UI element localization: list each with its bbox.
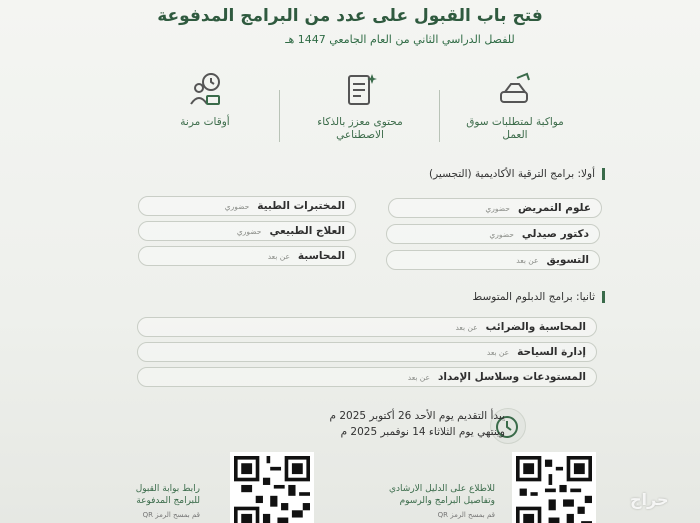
feature-ai-label: محتوى معزز بالذكاء الاصطناعي [317, 116, 403, 142]
guide-qr-caption: للاطلاع على الدليل الارشادي وتفاصيل البرامج والرسوم [388, 484, 495, 506]
start-date: يبدأ التقديم يوم الأحد 26 أكتوبر 2025 م [329, 410, 505, 422]
features-row [150, 70, 570, 160]
guide-qr-note: قم بمسح الرمز QR [437, 511, 495, 519]
program-pharmd: دكتور صيدلي حضوري [386, 224, 600, 244]
program-nursing: علوم التمريض حضوري [388, 198, 602, 218]
program-accounting: المحاسبة عن بعد [138, 246, 356, 266]
section1-heading: أولا: برامج الترقية الأكاديمية (التجسير) [429, 168, 605, 180]
diploma-accounting-tax: المحاسبة والضرائب عن بعد [137, 317, 597, 337]
ai-content-icon [340, 70, 380, 110]
diploma-supply-chain: المستودعات وسلاسل الإمداد عن بعد [137, 367, 597, 387]
watermark-logo: حراج [630, 490, 669, 509]
section2-heading: ثانيا: برامج الدبلوم المتوسط [473, 291, 606, 303]
diploma-tourism: إدارة السياحة عن بعد [137, 342, 597, 362]
program-physiotherapy: العلاج الطبيعي حضوري [138, 221, 356, 241]
guide-qr-code[interactable] [512, 452, 596, 523]
admission-qr-code[interactable] [230, 452, 314, 523]
feature-ai [305, 70, 415, 160]
admission-qr-note: قم بمسح الرمز QR [142, 511, 200, 519]
flexible-time-icon [185, 70, 225, 110]
qr-code-icon [516, 456, 592, 523]
qr-code-icon [234, 456, 310, 523]
feature-market-label: مواكبة لمتطلبات سوق العمل [466, 116, 564, 142]
admission-qr-caption: رابط بوابة القبول للبرامج المدفوعة [135, 484, 200, 506]
application-dates [329, 408, 505, 440]
program-medical-labs: المختبرات الطبية حضوري [138, 196, 356, 216]
feature-market [460, 70, 570, 160]
feature-time-label: أوقات مرنة [180, 116, 230, 128]
handshake-icon [495, 70, 535, 110]
divider [279, 90, 280, 142]
feature-time [150, 70, 260, 160]
end-date: وينتهي يوم الثلاثاء 14 نوفمبر 2025 م [340, 426, 505, 438]
page-subtitle: للفصل الدراسي الثاني من العام الجامعي 1447 هـ [285, 33, 515, 46]
page-title: فتح باب القبول على عدد من البرامج المدفوعة [157, 6, 543, 26]
divider [439, 90, 440, 142]
program-marketing: التسويق عن بعد [386, 250, 600, 270]
